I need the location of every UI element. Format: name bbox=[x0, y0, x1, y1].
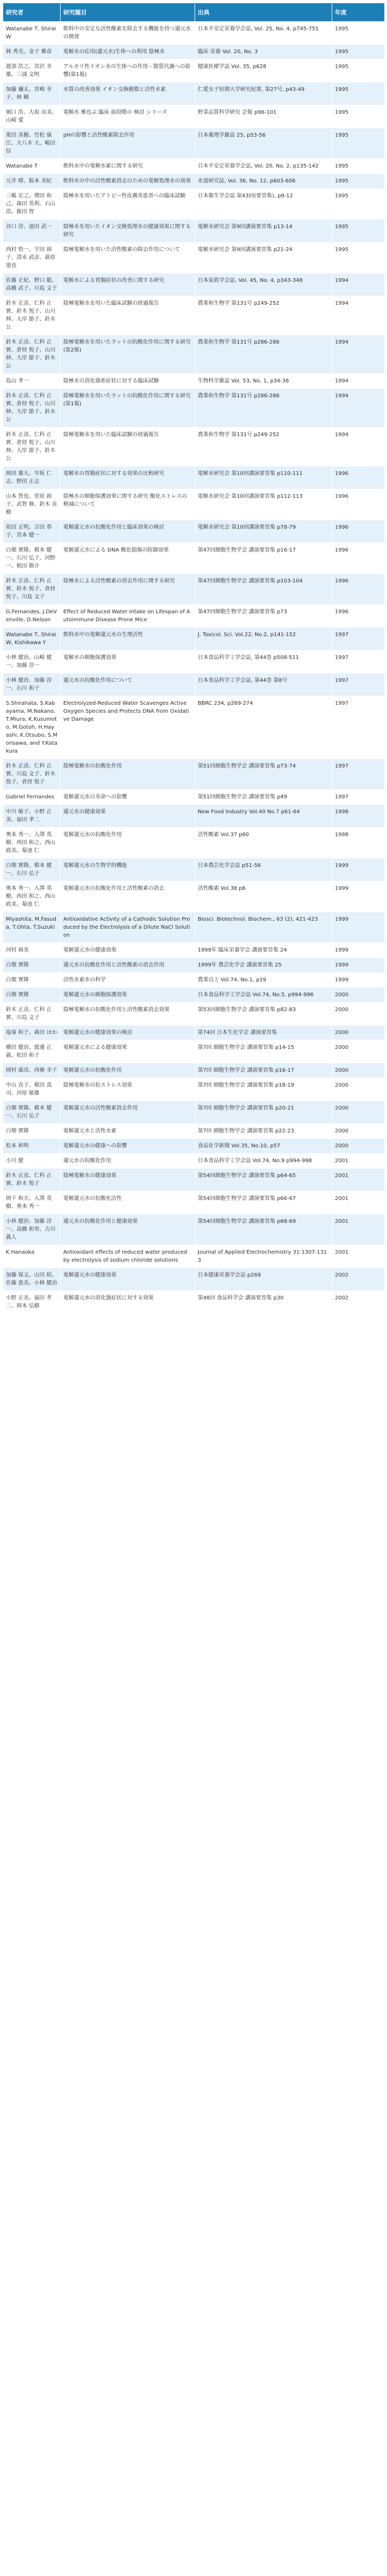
cell-researcher: 白畑 實隆、槙本 健一、石川 弘子、河野 一、植田 敬介 bbox=[3, 543, 61, 574]
cell-year: 2000 bbox=[332, 1026, 385, 1040]
cell-source: 電解水研究会 第9回講演要旨集 p21-24 bbox=[195, 243, 332, 273]
cell-year: 1997 bbox=[332, 790, 385, 805]
cell-researcher: 白畑 實隆 bbox=[3, 958, 61, 973]
cell-title: 電解還元水の寿命への影響 bbox=[61, 790, 195, 805]
cell-year: 2002 bbox=[332, 1291, 385, 1314]
cell-year: 1995 bbox=[332, 159, 385, 174]
cell-researcher: 白畑 實隆 bbox=[3, 1124, 61, 1139]
cell-source: 第48回 食品科学会 講演要旨集 p30 bbox=[195, 1291, 332, 1314]
table-row bbox=[3, 628, 385, 651]
cell-title: 活性水素水の科学 bbox=[61, 973, 195, 988]
cell-researcher: 小野 正美、福田 孝二、岡本 弘樹 bbox=[3, 1291, 61, 1314]
cell-source: 電解水研究会 第10回講演要旨集 p110-111 bbox=[195, 466, 332, 489]
cell-source: 第51回細胞生物学会 講演要旨集 p49 bbox=[195, 790, 332, 805]
cell-researcher: 小川 健 bbox=[3, 1154, 61, 1169]
cell-researcher: 横田 健治、渡邊 正義、松田 和子 bbox=[3, 1040, 61, 1063]
cell-title: 電解還元水の活性酸素消去作用 bbox=[61, 1101, 195, 1124]
cell-title: 陰極水を用いたアトピー性皮膚炎患者への臨床試験 bbox=[61, 189, 195, 220]
cell-researcher: 白畑 實隆、槙本 健一、石川 弘子 bbox=[3, 858, 61, 881]
cell-year: 1995 bbox=[332, 60, 385, 82]
cell-year: 2000 bbox=[332, 1078, 385, 1101]
cell-year: 1995 bbox=[332, 22, 385, 45]
cell-year: 1997 bbox=[332, 651, 385, 673]
cell-source: 電解水研究会 第10回講演要旨集 p112-113 bbox=[195, 489, 332, 520]
cell-source: 日本不安定栄養学会誌, Vol. 20, No. 2, p135-142 bbox=[195, 159, 332, 174]
cell-year: 2000 bbox=[332, 1139, 385, 1154]
cell-source: J. Toxicol. Sci. Vol.22, No.2, p141-152 bbox=[195, 628, 332, 651]
cell-researcher: 三嶋 宏之、増田 和己、森田 英利、石山 浩、飯田 智 bbox=[3, 189, 61, 220]
cell-title: 電解水の細胞保護効果 bbox=[61, 651, 195, 673]
cell-year: 2000 bbox=[332, 1101, 385, 1124]
cell-researcher: 河村 裕美 bbox=[3, 943, 61, 958]
cell-source: 電解水研究会 第10回講演要旨集 p78-79 bbox=[195, 520, 332, 543]
cell-year: 1995 bbox=[332, 105, 385, 128]
cell-year: 1995 bbox=[332, 128, 385, 159]
cell-year: 1994 bbox=[332, 296, 385, 335]
cell-title: 陰極電解水を用いたラットの抗酸化作用に関する研究(第2報) bbox=[61, 335, 195, 374]
cell-title: 陰極電解水の抗ストレス効果 bbox=[61, 1078, 195, 1101]
cell-researcher: 中川 敏子、小野 正美、福田 孝二 bbox=[3, 805, 61, 828]
table-row bbox=[3, 1026, 385, 1040]
table-header-row bbox=[3, 3, 385, 22]
table-row bbox=[3, 296, 385, 335]
cell-researcher: 白畑 實隆 bbox=[3, 988, 61, 1003]
table-body bbox=[3, 22, 385, 1314]
cell-researcher: 元井 晴、阪本 美紀 bbox=[3, 174, 61, 189]
table-row bbox=[3, 428, 385, 466]
cell-researcher: 谷口 淳、池田 武一 bbox=[3, 220, 61, 243]
cell-title: 水質の改善効果 イオン交換樹脂と活性水素 bbox=[61, 82, 195, 105]
cell-source: 臨床 栄養 Vol. 20, No. 3 bbox=[195, 45, 332, 60]
cell-title: 電解還元水の健康への影響 bbox=[61, 1139, 195, 1154]
cell-researcher: 渡部 浩之、宮沢 幸雄、三浦 文明 bbox=[3, 60, 61, 82]
cell-source: 第54回細胞生物学会 講演要旨集 p64-65 bbox=[195, 1169, 332, 1191]
cell-year: 2001 bbox=[332, 1245, 385, 1268]
cell-researcher: 鈴木 正彦、仁科 正實、川島 文子、鈴木 悦子、倉持 悦子 bbox=[3, 759, 61, 790]
cell-year: 2001 bbox=[332, 1214, 385, 1245]
cell-source: 第53回細胞生物学会 講演要旨集 p82-83 bbox=[195, 1003, 332, 1026]
cell-researcher: 岡下 和夫、入澤 英樹、奥本 秀一 bbox=[3, 1191, 61, 1214]
table-row bbox=[3, 1268, 385, 1291]
cell-researcher: S.Shirahata, S.Kabayama, M.Nakano, T.Miura, K.Kusumoto, M.Gotoh, H.Hayashi, K.Otsubo, S.Morisawa, and Y.Katakura bbox=[3, 696, 61, 759]
table-row bbox=[3, 189, 385, 220]
cell-researcher: 西村 悟一、宇田 裕子、清水 武彦、萩原 道也 bbox=[3, 243, 61, 273]
cell-title: 電解還元水の消化器症状に対する効果 bbox=[61, 1291, 195, 1314]
cell-source: 第54回細胞生物学会 講演要旨集 p68-69 bbox=[195, 1214, 332, 1245]
research-list bbox=[3, 3, 384, 1314]
cell-source: 日本食品科学工学会誌, 第44巻 p508-511 bbox=[195, 651, 332, 673]
cell-researcher: 松本 和明 bbox=[3, 1139, 61, 1154]
cell-source: 農業和生物学 第131号 p286-286 bbox=[195, 389, 332, 428]
cell-year: 2000 bbox=[332, 1124, 385, 1139]
table-row bbox=[3, 466, 385, 489]
cell-researcher: 山本 智也、菅原 裕子、武智 修、鈴木 直樹 bbox=[3, 489, 61, 520]
table-row bbox=[3, 1040, 385, 1063]
research-table bbox=[3, 3, 384, 1314]
cell-source: 生物科学雑誌 Vol. 53, No. 1, p34-36 bbox=[195, 374, 332, 389]
cell-title: Electrolyzed-Reduced Water Scavenges Active Oxygen Species and Protects DNA from Oxidative Damage bbox=[61, 696, 195, 759]
table-row bbox=[3, 82, 385, 105]
table-row bbox=[3, 520, 385, 543]
cell-title: 陰極電解水を用いた活性酸素の除去作用について bbox=[61, 243, 195, 273]
cell-source: 日本食品科学工学会誌 Vol.74, No.9 p994-998 bbox=[195, 1154, 332, 1169]
cell-researcher: 岡田 雄大、早坂 仁志、野田 正志 bbox=[3, 466, 61, 489]
cell-year: 1995 bbox=[332, 243, 385, 273]
table-row bbox=[3, 60, 385, 82]
cell-year: 1999 bbox=[332, 881, 385, 912]
cell-title: 陰極電解水の抗酸化作用と活性酸素消去効果 bbox=[61, 1003, 195, 1026]
cell-title: 陰極水の細胞保護効果に関する研究 酸化ストレスの軽減について bbox=[61, 489, 195, 520]
cell-title: 飲料水中の電解水素に関する研究 bbox=[61, 159, 195, 174]
cell-year: 2000 bbox=[332, 988, 385, 1003]
cell-source: 日本食品科学工学会誌, 第44巻 第8号 bbox=[195, 673, 332, 696]
cell-year: 1996 bbox=[332, 520, 385, 543]
cell-year: 1994 bbox=[332, 428, 385, 466]
cell-researcher: Miyashita, M.Fasuda, T.Ohta, T.Suzuki bbox=[3, 912, 61, 943]
cell-researcher: 鈴木 正彦、仁科 正實、鈴木 悦子、山川 伸、大岸 節子、鈴木 公 bbox=[3, 296, 61, 335]
table-row bbox=[3, 45, 385, 60]
cell-researcher: 塩塚 和子、森田 ほか bbox=[3, 1026, 61, 1040]
table-row bbox=[3, 335, 385, 374]
cell-title: 電解還元水の抗酸化作用 bbox=[61, 828, 195, 858]
cell-researcher: 小林 健治、加藤 淳一、高橋 和男、古川 義人 bbox=[3, 1214, 61, 1245]
cell-source: 農業以上 Vol.74, No.1, p19 bbox=[195, 973, 332, 988]
cell-title: 陰極電解水を用いた臨床試験の経過報告 bbox=[61, 428, 195, 466]
cell-researcher: 佐藤 正紀、野口 聡、高橋 武子、川島 文子 bbox=[3, 273, 61, 296]
cell-year: 1999 bbox=[332, 912, 385, 943]
cell-source: 野菜品質科学研究 会報 p96-101 bbox=[195, 105, 332, 128]
cell-researcher: 鈴木 正彦、仁科 正實、倉持 悦子、山川 伸、大岸 節子、鈴木 公 bbox=[3, 389, 61, 428]
cell-source: 日本家政学会誌, Vol. 45, No. 4, p343-348 bbox=[195, 273, 332, 296]
cell-year: 2002 bbox=[332, 1268, 385, 1291]
cell-year: 1999 bbox=[332, 958, 385, 973]
header-title: 研究題目 bbox=[61, 3, 195, 22]
cell-researcher: 加藤 保文、山田 昭、佐藤 恵美、小林 健治 bbox=[3, 1268, 61, 1291]
cell-title: Effect of Reduced Water Intake on Lifespan of Autoimmune Disease Prone Mice bbox=[61, 605, 195, 628]
cell-year: 1997 bbox=[332, 628, 385, 651]
cell-title: 電解還元水の健康効果の検討 bbox=[61, 1026, 195, 1040]
table-row bbox=[3, 651, 385, 673]
table-row bbox=[3, 912, 385, 943]
cell-source: 健康医療学誌 Vol. 35, p628 bbox=[195, 60, 332, 82]
cell-title: Antioxidative Activity of a Cathodic Solution Produced by the Electrolysis of a Dilute NaCl Solution bbox=[61, 912, 195, 943]
cell-source: 第7回 細胞生物学会 講演要旨集 p16-17 bbox=[195, 1063, 332, 1078]
cell-title: 飲料水の中の活性酸素消去のための電解処理水の効果 bbox=[61, 174, 195, 189]
cell-title: 陰極電解水を用いたラットの抗酸化作用に関する研究(第1報) bbox=[61, 389, 195, 428]
cell-title: 電解還元水の生物学的機能 bbox=[61, 858, 195, 881]
cell-year: 1995 bbox=[332, 174, 385, 189]
table-row bbox=[3, 489, 385, 520]
cell-title: 電解水の応用(還元水)生体への利用 陰極水 bbox=[61, 45, 195, 60]
cell-source: 農業和生物学 第131号 p286-286 bbox=[195, 335, 332, 374]
cell-year: 1997 bbox=[332, 759, 385, 790]
table-row bbox=[3, 1078, 385, 1101]
table-row bbox=[3, 159, 385, 174]
cell-year: 1998 bbox=[332, 805, 385, 828]
table-row bbox=[3, 790, 385, 805]
cell-researcher: 鈴木 正彦、仁科 正實、鈴木 悦子、倉持 悦子、川島 文子 bbox=[3, 574, 61, 605]
cell-researcher: 岡村 康彦、西條 幸子 bbox=[3, 1063, 61, 1078]
cell-year: 2000 bbox=[332, 1003, 385, 1026]
cell-source: Journal of Applied Electrochemistry 31:1307-1313 bbox=[195, 1245, 332, 1268]
cell-year: 1996 bbox=[332, 489, 385, 520]
table-row bbox=[3, 828, 385, 858]
cell-title: 還元水の抗酸化作用 bbox=[61, 1154, 195, 1169]
cell-source: Biosci. Biotechnol. Biochem., 63 (2), 421-423 bbox=[195, 912, 332, 943]
cell-title: 電解還元水の健康効果 bbox=[61, 943, 195, 958]
cell-year: 1996 bbox=[332, 605, 385, 628]
cell-year: 1995 bbox=[332, 45, 385, 60]
cell-source: 第7回 細胞生物学会 講演要旨集 p18-19 bbox=[195, 1078, 332, 1101]
cell-year: 1994 bbox=[332, 273, 385, 296]
cell-year: 1999 bbox=[332, 973, 385, 988]
table-row bbox=[3, 1169, 385, 1191]
cell-title: 陰極水を用いたイオン交換処理水の健康効果に関する研究 bbox=[61, 220, 195, 243]
table-row bbox=[3, 243, 385, 273]
cell-source: 1999年 農芸化学会 講演要旨集 25 bbox=[195, 958, 332, 973]
cell-year: 1996 bbox=[332, 543, 385, 574]
cell-source: 日本食品科学工学会誌 Vol.74, No.5, p994-996 bbox=[195, 988, 332, 1003]
cell-year: 1995 bbox=[332, 220, 385, 243]
cell-researcher: Watanabe T, Shirai W bbox=[3, 22, 61, 45]
cell-source: 日本健康栄養学会誌 p269 bbox=[195, 1268, 332, 1291]
table-row bbox=[3, 22, 385, 45]
cell-year: 1997 bbox=[332, 673, 385, 696]
cell-researcher: 林 秀光、金子 雅彦 bbox=[3, 45, 61, 60]
cell-year: 1995 bbox=[332, 82, 385, 105]
cell-source: 第47回細胞生物学会 講演要旨集 p103-104 bbox=[195, 574, 332, 605]
cell-title: 陰極電解水を用いた臨床試験の経過報告 bbox=[61, 296, 195, 335]
cell-researcher: Watanabe T bbox=[3, 159, 61, 174]
cell-title: 電解水の胃腸症状に対する効果の比較研究 bbox=[61, 466, 195, 489]
cell-researcher: 中山 直子、槙田 真司、河原 敏雄 bbox=[3, 1078, 61, 1101]
cell-source: 仁愛女子短期大学研究紀要, 第27号, p43-49 bbox=[195, 82, 332, 105]
cell-researcher: 鈴木 正彦、仁科 正實、倉持 悦子、山川 伸、大岸 節子、鈴木 公 bbox=[3, 335, 61, 374]
header-source: 出典 bbox=[195, 3, 332, 22]
cell-year: 1996 bbox=[332, 466, 385, 489]
cell-title: 電解還元水の抗酸化作用と臨床効果の検討 bbox=[61, 520, 195, 543]
cell-title: 還元水の抗酸化作用と健康効果 bbox=[61, 1214, 195, 1245]
table-row bbox=[3, 174, 385, 189]
cell-title: 陰極電解水の抗酸化作用 bbox=[61, 759, 195, 790]
cell-year: 2001 bbox=[332, 1154, 385, 1169]
cell-researcher: K.Hanaoka bbox=[3, 1245, 61, 1268]
table-row bbox=[3, 1191, 385, 1214]
table-row bbox=[3, 696, 385, 759]
cell-source: 第7回 細胞生物学会 講演要旨集 p20-21 bbox=[195, 1101, 332, 1124]
table-row bbox=[3, 1139, 385, 1154]
cell-title: Antioxidant effects of reduced water produced by electrolysis of sodium chloride solutions bbox=[61, 1245, 195, 1268]
cell-source: 第74回 日本生化学会 講演要旨集 bbox=[195, 1026, 332, 1040]
table-row bbox=[3, 605, 385, 628]
table-row bbox=[3, 1063, 385, 1078]
cell-year: 1994 bbox=[332, 335, 385, 374]
table-row bbox=[3, 759, 385, 790]
cell-source: 第7回 細胞生物学会 講演要旨集 p22-23 bbox=[195, 1124, 332, 1139]
cell-title: 電解還元水による DNA 酸化損傷の防御効果 bbox=[61, 543, 195, 574]
cell-year: 2001 bbox=[332, 1169, 385, 1191]
cell-researcher: G.Fernandes, J.DeVenville, D.Nelson bbox=[3, 605, 61, 628]
cell-year: 2000 bbox=[332, 1040, 385, 1063]
cell-researcher: 白畑 實隆 bbox=[3, 973, 61, 988]
cell-title: 電解還元水の健康効果 bbox=[61, 1268, 195, 1291]
table-row bbox=[3, 1154, 385, 1169]
cell-researcher: 加藤 彌太、宮崎 幸子、林 剛 bbox=[3, 82, 61, 105]
cell-year: 2001 bbox=[332, 1191, 385, 1214]
cell-researcher: 小林 健治、加藤 淳一、石川 和子 bbox=[3, 673, 61, 696]
cell-year: 1994 bbox=[332, 374, 385, 389]
cell-source: 活性酸素 Vol.37 p60 bbox=[195, 828, 332, 858]
cell-year: 1994 bbox=[332, 389, 385, 428]
cell-source: New Food Industry Vol.40 No.7 p61-64 bbox=[195, 805, 332, 828]
cell-researcher: 白畑 實隆、槙本 健一、石川 弘子 bbox=[3, 1101, 61, 1124]
cell-source: 電解水研究会 第9回講演要旨集 p13-14 bbox=[195, 220, 332, 243]
table-row bbox=[3, 973, 385, 988]
header-researcher: 研究者 bbox=[3, 3, 61, 22]
table-row bbox=[3, 273, 385, 296]
header-year: 年度 bbox=[332, 3, 385, 22]
cell-source: BBRC 234, p269-274 bbox=[195, 696, 332, 759]
cell-title: 飲料水中の電解還元水の生理活性 bbox=[61, 628, 195, 651]
cell-researcher: 奥本 秀一、入澤 英樹、西田 和之、西山 政美、菊池 仁 bbox=[3, 881, 61, 912]
cell-year: 1999 bbox=[332, 943, 385, 958]
table-row bbox=[3, 128, 385, 159]
cell-title: 電解還元水と活性水素 bbox=[61, 1124, 195, 1139]
cell-researcher: 奥本 秀一、入澤 英樹、西田 和之、西山 政美、菊池 仁 bbox=[3, 828, 61, 858]
table-row bbox=[3, 574, 385, 605]
cell-title: 電解水 雅也ぶ 臨床 前段階の 検討 シリーズ bbox=[61, 105, 195, 128]
table-row bbox=[3, 858, 385, 881]
cell-title: 陰極水の消化器系症状に対する臨床試験 bbox=[61, 374, 195, 389]
table-row bbox=[3, 105, 385, 128]
cell-source: 農業和生物学 第131号 p249-252 bbox=[195, 296, 332, 335]
cell-year: 1998 bbox=[332, 828, 385, 858]
table-row bbox=[3, 1214, 385, 1245]
table-row bbox=[3, 1124, 385, 1139]
cell-title: 電解還元水の細胞保護効果 bbox=[61, 988, 195, 1003]
cell-title: 電解還元水による健康効果 bbox=[61, 1040, 195, 1063]
table-row bbox=[3, 543, 385, 574]
cell-source: 第54回細胞生物学会 講演要旨集 p66-67 bbox=[195, 1191, 332, 1214]
cell-title: 陰極水による活性酸素の消去作用に関する研究 bbox=[61, 574, 195, 605]
cell-year: 1999 bbox=[332, 858, 385, 881]
cell-researcher: 小林 健治、山崎 健一、加藤 淳一 bbox=[3, 651, 61, 673]
cell-researcher: 堀口 浩、大坂 由美、山崎 愛 bbox=[3, 105, 61, 128]
table-row bbox=[3, 988, 385, 1003]
cell-year: 1995 bbox=[332, 189, 385, 220]
cell-title: アルカリ性イオン水の生体への作用 - 脂質代謝への影響(第1報) bbox=[61, 60, 195, 82]
table-row bbox=[3, 943, 385, 958]
table-row bbox=[3, 1245, 385, 1268]
table-row bbox=[3, 1101, 385, 1124]
cell-source: 第47回細胞生物学会 講演要旨集 p16-17 bbox=[195, 543, 332, 574]
cell-source: 活性酸素 Vol.38 p6 bbox=[195, 881, 332, 912]
cell-source: 日本不安定栄養学会誌, Vol. 25, No. 4, p745-751 bbox=[195, 22, 332, 45]
table-row bbox=[3, 374, 385, 389]
cell-year: 2000 bbox=[332, 1063, 385, 1078]
table-row bbox=[3, 881, 385, 912]
cell-title: 飲料中の安定な活性酸素を除去する機能を持つ還元水の開発 bbox=[61, 22, 195, 45]
cell-source: 第7回 細胞生物学会 講演要旨集 p14-15 bbox=[195, 1040, 332, 1063]
cell-researcher: 坂田 正明、吉田 恭子、宮本 健一 bbox=[3, 520, 61, 543]
table-row bbox=[3, 220, 385, 243]
cell-title: 電解還元水の抗酸化作用 bbox=[61, 1063, 195, 1078]
cell-researcher: 鈴木 正彦、仁科 正實、川島 文子 bbox=[3, 1003, 61, 1026]
cell-year: 1997 bbox=[332, 696, 385, 759]
cell-title: pHの影響と活性酸素除去作用 bbox=[61, 128, 195, 159]
cell-title: 還元水の抗酸化作用と活性酸素の消去作用 bbox=[61, 958, 195, 973]
table-row bbox=[3, 389, 385, 428]
cell-source: 水道研究誌, Vol. 36, No. 12, p603-606 bbox=[195, 174, 332, 189]
cell-source: 第51回細胞生物学会 講演要旨集 p73-74 bbox=[195, 759, 332, 790]
cell-researcher: 鈴木 正彦、仁科 正實、鈴木 悦子 bbox=[3, 1169, 61, 1191]
table-row bbox=[3, 958, 385, 973]
table-row bbox=[3, 1003, 385, 1026]
table-row bbox=[3, 1291, 385, 1314]
cell-title: 還元水の抗酸化作用について bbox=[61, 673, 195, 696]
cell-source: 1999年 臨床栄養学会 講演要旨集 24 bbox=[195, 943, 332, 958]
cell-year: 1996 bbox=[332, 574, 385, 605]
cell-researcher: 島山 孝一 bbox=[3, 374, 61, 389]
cell-researcher: Gabriel Fernandes bbox=[3, 790, 61, 805]
cell-source: 食品化学新聞 Vol.35, No.10, p57 bbox=[195, 1139, 332, 1154]
cell-source: 第47回細胞生物学会 講演要旨集 p73 bbox=[195, 605, 332, 628]
cell-researcher: 栗田 美穂、竹松 康江、大八木 大、嶋田 信 bbox=[3, 128, 61, 159]
cell-researcher: Watanabe T, Shirai W, Kishikawa Y bbox=[3, 628, 61, 651]
cell-title: 電解水による胃腸症状の改善に関する研究 bbox=[61, 273, 195, 296]
cell-title: 還元水の健康効果 bbox=[61, 805, 195, 828]
cell-source: 日本農芸化学会誌 p51-56 bbox=[195, 858, 332, 881]
cell-title: 電解還元水の抗酸化作用と活性酸素の消去 bbox=[61, 881, 195, 912]
cell-researcher: 鈴木 正彦、仁科 正實、倉持 悦子、山川 伸、大岸 節子、鈴木 公 bbox=[3, 428, 61, 466]
cell-source: 日本薬理学雑誌 25, p53-56 bbox=[195, 128, 332, 159]
cell-source: 農業和生物学 第131号 p249-252 bbox=[195, 428, 332, 466]
cell-title: 陰極電解水の健康効果 bbox=[61, 1169, 195, 1191]
table-row bbox=[3, 673, 385, 696]
cell-title: 電解還元水の抗酸化活性 bbox=[61, 1191, 195, 1214]
table-row bbox=[3, 805, 385, 828]
cell-source: 日本衛生学会誌 第43回(要旨集), p9-12 bbox=[195, 189, 332, 220]
